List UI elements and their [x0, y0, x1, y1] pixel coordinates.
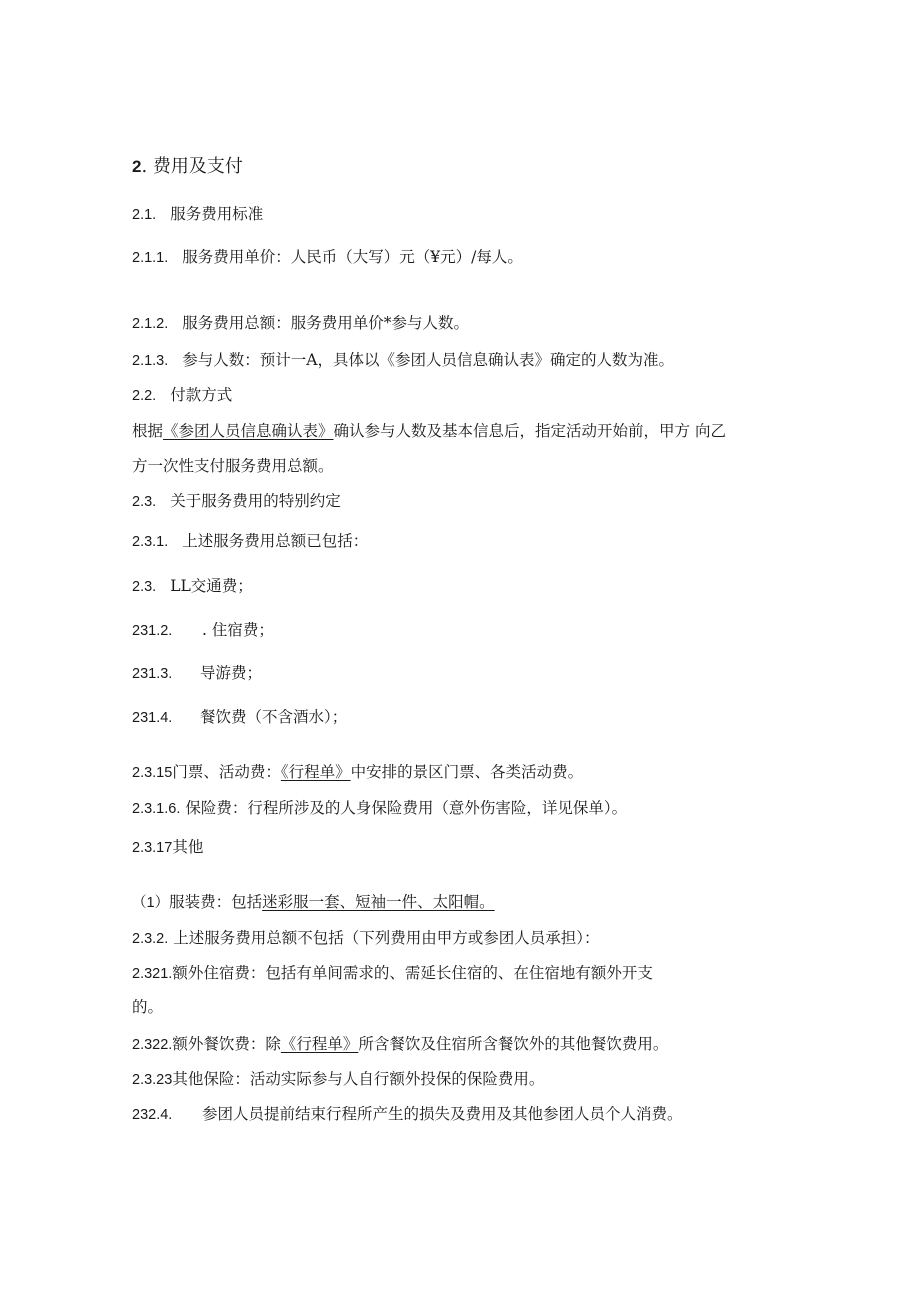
clause-text: 的。	[132, 998, 164, 1016]
clause-text: 上述服务费用总额不包括（下列费用由甲方或参团人员承担）：	[173, 929, 600, 947]
clause-2-1-1	[132, 247, 523, 268]
clause-text: 参与人数：预计一A，具体以《参团人员信息确认表》确定的人数为准。	[182, 351, 674, 369]
clause-number: 2.3.2.	[132, 931, 169, 947]
clause-text: 额外餐饮费：除	[172, 1035, 281, 1053]
clause-other	[132, 837, 203, 858]
clause-2-3	[132, 491, 341, 512]
clause-number: 2.1.1.	[132, 250, 169, 266]
clause-2-1-3	[132, 350, 674, 371]
clause-text: 服务费用单价：人民币（大写）元（¥元）/每人。	[182, 248, 523, 266]
clause-guide	[132, 663, 262, 684]
clause-number: 2.321.	[132, 966, 173, 982]
clause-text: 其他保险：活动实际参与人自行额外投保的保险费用。	[172, 1070, 545, 1088]
clause-extra-meals	[132, 1034, 668, 1055]
clause-lodging	[132, 620, 274, 641]
clause-2-3-2	[132, 928, 600, 949]
confirmation-form-link[interactable]: 《参团人员信息确认表》	[163, 422, 334, 440]
clause-text: . 住宿费；	[202, 621, 274, 639]
clause-number: 231.2.	[132, 623, 173, 639]
clause-2-3-1	[132, 531, 368, 552]
clause-number: 232.4.	[132, 1107, 173, 1123]
clause-2-1-2	[132, 313, 469, 334]
section-number: 2	[132, 157, 142, 176]
clause-transport	[132, 576, 253, 597]
clause-number: 2.3.	[132, 579, 157, 595]
clause-text: 导游费；	[200, 664, 263, 682]
clause-text: LL交通费；	[170, 577, 253, 595]
paragraph-text: 方一次性支付服务费用总额。	[132, 457, 334, 475]
clause-text: 付款方式	[170, 386, 233, 404]
clause-number: 2.3.15	[132, 765, 173, 781]
clause-number: 2.1.3.	[132, 353, 169, 369]
itinerary-link[interactable]: 《行程单》	[280, 1035, 359, 1053]
clause-text: 保险费：行程所涉及的人身保险费用（意外伤害险，详见保单）。	[185, 799, 628, 817]
section-title: . 费用及支付	[141, 156, 243, 177]
clause-other-insurance	[132, 1069, 544, 1090]
clause-number: 2.3.17	[132, 840, 173, 856]
clause-text: 参团人员提前结束行程所产生的损失及费用及其他参团人员个人消费。	[202, 1105, 683, 1123]
clause-2-1	[132, 204, 263, 225]
clause-text: 关于服务费用的特别约定	[170, 492, 341, 510]
clause-text: 门票、活动费：	[172, 763, 281, 781]
clause-text: 上述服务费用总额已包括：	[182, 532, 369, 550]
section-heading	[132, 157, 243, 177]
clause-number: 2.3.23	[132, 1072, 173, 1088]
clause-number: 2.322.	[132, 1037, 173, 1053]
clause-number: 2.3.	[132, 494, 157, 510]
itinerary-link[interactable]: 《行程单》	[280, 763, 351, 781]
clause-number: 231.4.	[132, 710, 173, 726]
clause-meals	[132, 707, 347, 728]
paragraph-text: 根据	[132, 422, 164, 440]
clause-text: 其他	[172, 838, 204, 856]
clause-early-leave	[132, 1104, 683, 1125]
paragraph-text: 确认参与人数及基本信息后，指定活动开始前，甲方 向乙	[333, 422, 726, 440]
clause-number: 2.1.	[132, 207, 157, 223]
clause-insurance	[132, 798, 627, 819]
payment-paragraph-line-1	[132, 421, 726, 441]
clause-number: 2.2.	[132, 388, 157, 404]
clause-number: 2.1.2.	[132, 316, 169, 332]
clause-number: （1）	[132, 895, 170, 911]
clause-text: 餐饮费（不含酒水）；	[200, 708, 348, 726]
clause-number: 2.3.1.	[132, 534, 169, 550]
clause-text: 额外住宿费：包括有单间需求的、需延长住宿的、在住宿地有额外开支	[172, 964, 653, 982]
clause-clothing	[132, 892, 495, 913]
clothing-items: 迷彩服一套、短袖一件、太阳帽。	[262, 893, 495, 911]
clause-number: 231.3.	[132, 666, 173, 682]
clause-number: 2.3.1.6.	[132, 801, 181, 817]
clause-text: 服务费用总额：服务费用单价*参与人数。	[182, 314, 470, 332]
clause-text: 服装费：包括	[169, 893, 263, 911]
clause-extra-lodging	[132, 963, 653, 984]
clause-text: 所含餐饮及住宿所含餐饮外的其他餐饮费用。	[358, 1035, 669, 1053]
clause-extra-lodging-cont	[132, 997, 163, 1017]
clause-text: 中安排的景区门票、各类活动费。	[350, 763, 584, 781]
clause-tickets	[132, 762, 583, 783]
clause-text: 服务费用标准	[170, 205, 264, 223]
payment-paragraph-line-2	[132, 456, 334, 476]
clause-2-2	[132, 385, 232, 406]
